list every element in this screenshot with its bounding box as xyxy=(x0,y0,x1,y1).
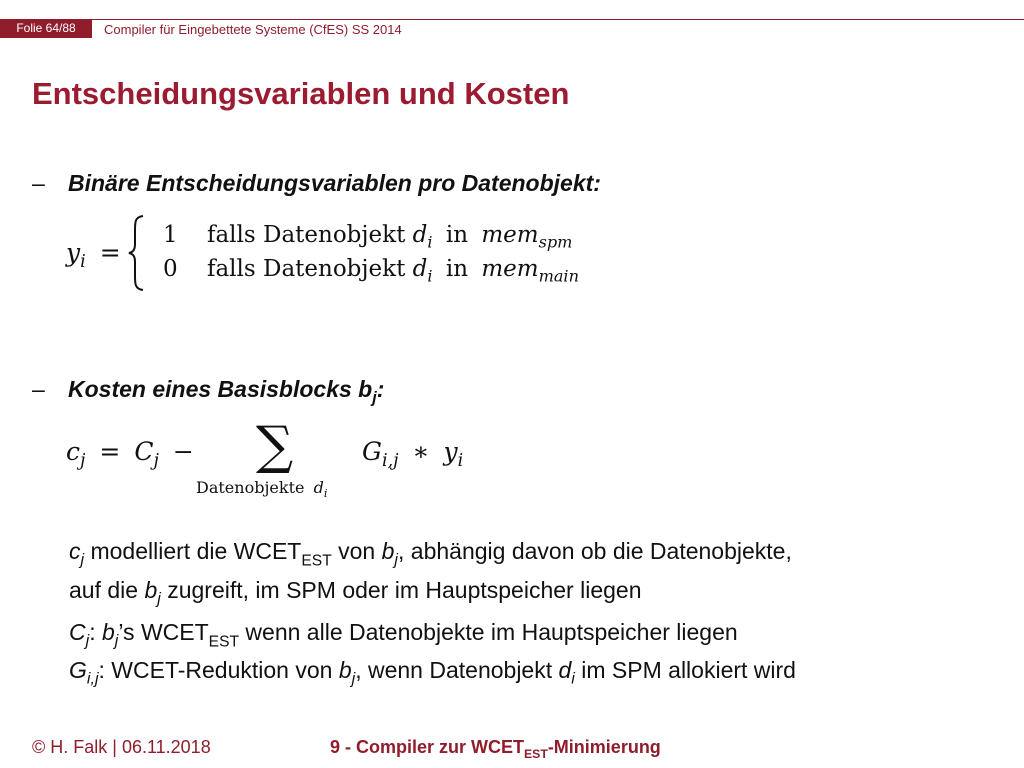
sum-sign: ∑ xyxy=(256,416,294,476)
formula1-case-1: 1 falls Datenobjekt $d_i$ in mem$_{spm}$ xyxy=(163,222,573,252)
formula1-case-2: 0 falls Datenobjekt $d_i$ in mem$_{main}$ xyxy=(163,256,579,286)
formula2-lhs: $c_j = C_j$ − xyxy=(66,437,194,472)
description-line-1: $c_j$ modelliert die $WCET_{EST}$ von $b_j$, abhängig davon ob die Datenobjekte, xyxy=(69,538,792,570)
slide-title: Entscheidungsvariablen und Kosten xyxy=(32,76,570,111)
bullet-text: Binäre Entscheidungsvariablen pro Datenobjekt: xyxy=(68,170,601,196)
bullet-dash: – xyxy=(32,376,45,402)
slide-number-badge: Folie 64/88 xyxy=(0,19,92,38)
formula1-lhs: $y_i$ = xyxy=(66,238,121,273)
bullet-dash: – xyxy=(32,170,45,196)
left-brace xyxy=(128,214,144,292)
header-rule xyxy=(0,19,1024,20)
formula2-rhs: $G_{i,j}$ ∗ $y_i$ xyxy=(362,437,464,472)
description-line-4: $G_{i,j}$: WCET-Reduktion von $b_j$, wenn Datenobjekt $d_i$ im SPM allokiert wird xyxy=(69,657,796,688)
bullet-text: Kosten eines Basisblocks $b_j$: xyxy=(68,376,385,407)
description-line-3: $C_j$: $b_j’s$ $WCET_{EST}$ wenn alle Datenobjekte im Hauptspeicher liegen xyxy=(69,619,738,651)
footer-author-date: © H. Falk | 06.11.2018 xyxy=(32,737,211,757)
footer-chapter-title: 9 - Compiler zur $WCET_{EST}$-Minimierung xyxy=(330,737,661,761)
sum-subscript: Datenobjekte $d_i$ xyxy=(196,478,328,500)
course-title: Compiler für Eingebettete Systeme (CfES) SS 2014 xyxy=(104,22,402,37)
description-line-2: auf die $b_j$ zugreift, im SPM oder im Hauptspeicher liegen xyxy=(69,577,642,608)
